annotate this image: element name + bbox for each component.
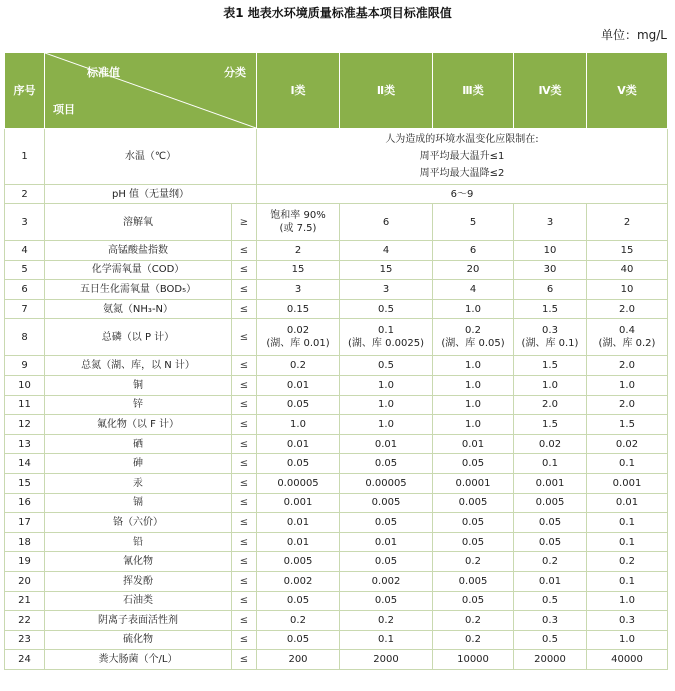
class-3-value: 0.2 xyxy=(433,611,514,631)
class-2-value: 0.01 xyxy=(340,434,433,454)
class-5-value: 1.0 xyxy=(587,630,668,650)
class-2-value: 0.005 xyxy=(340,493,433,513)
row-number: 24 xyxy=(5,650,45,670)
class-2-value: 0.002 xyxy=(340,571,433,591)
table-row xyxy=(5,454,668,474)
class-1-value: 2 xyxy=(257,241,340,261)
row-number: 11 xyxy=(5,395,45,415)
table-row xyxy=(5,375,668,395)
class-5-value: 0.2 xyxy=(587,552,668,572)
class-5-value: 0.1 xyxy=(587,454,668,474)
class-3-value: 1.0 xyxy=(433,299,514,319)
class-4-value: 20000 xyxy=(514,650,587,670)
row-number: 4 xyxy=(5,241,45,261)
class-4-value: 1.5 xyxy=(514,415,587,435)
row-operator: ≤ xyxy=(232,356,257,376)
class-3-value: 0.05 xyxy=(433,532,514,552)
table-row xyxy=(5,473,668,493)
header-class-1: Ⅰ类 xyxy=(257,53,340,129)
class-3-value: 0.05 xyxy=(433,454,514,474)
class-4-value: 0.3 (湖、库 0.1) xyxy=(514,319,587,356)
class-1-value: 0.02 (湖、库 0.01) xyxy=(257,319,340,356)
class-1-value: 0.05 xyxy=(257,395,340,415)
row-number: 16 xyxy=(5,493,45,513)
class-3-value: 0.0001 xyxy=(433,473,514,493)
class-3-value: 1.0 xyxy=(433,395,514,415)
row-number: 12 xyxy=(5,415,45,435)
class-3-value: 0.2 xyxy=(433,552,514,572)
row-item: 总磷（以 P 计） xyxy=(45,319,232,356)
class-3-value: 0.2 xyxy=(433,630,514,650)
class-2-value: 1.0 xyxy=(340,375,433,395)
class-4-value: 0.2 xyxy=(514,552,587,572)
row-span-value: 人为造成的环境水温变化应限制在: 周平均最大温升≤1 周平均最大温降≤2 xyxy=(257,129,668,185)
row-number: 8 xyxy=(5,319,45,356)
row-operator: ≤ xyxy=(232,299,257,319)
row-number: 5 xyxy=(5,260,45,280)
class-2-value: 1.0 xyxy=(340,415,433,435)
class-1-value: 0.00005 xyxy=(257,473,340,493)
row-number: 13 xyxy=(5,434,45,454)
class-2-value: 0.1 xyxy=(340,630,433,650)
table-row xyxy=(5,493,668,513)
class-1-value: 0.05 xyxy=(257,591,340,611)
unit-label: 单位：mg/L xyxy=(600,28,667,42)
header-class-2: Ⅱ类 xyxy=(340,53,433,129)
class-4-value: 0.05 xyxy=(514,532,587,552)
row-item: pH 值（无量纲） xyxy=(45,185,257,204)
row-item: 汞 xyxy=(45,473,232,493)
row-operator: ≤ xyxy=(232,454,257,474)
class-3-value: 10000 xyxy=(433,650,514,670)
class-2-value: 2000 xyxy=(340,650,433,670)
row-number: 9 xyxy=(5,356,45,376)
class-4-value: 0.1 xyxy=(514,454,587,474)
class-1-value: 0.01 xyxy=(257,434,340,454)
class-4-value: 10 xyxy=(514,241,587,261)
table-row xyxy=(5,415,668,435)
table-row xyxy=(5,185,668,204)
table-row xyxy=(5,260,668,280)
row-operator: ≤ xyxy=(232,434,257,454)
class-1-value: 0.01 xyxy=(257,513,340,533)
class-4-value: 0.3 xyxy=(514,611,587,631)
row-item: 氰化物 xyxy=(45,552,232,572)
class-5-value: 15 xyxy=(587,241,668,261)
class-5-value: 0.1 xyxy=(587,513,668,533)
diagonal-line xyxy=(45,53,256,128)
class-5-value: 40000 xyxy=(587,650,668,670)
class-1-value: 0.01 xyxy=(257,375,340,395)
table-row xyxy=(5,630,668,650)
row-operator: ≤ xyxy=(232,415,257,435)
class-3-value: 5 xyxy=(433,204,514,241)
row-operator: ≤ xyxy=(232,611,257,631)
table-row xyxy=(5,204,668,241)
table-row xyxy=(5,650,668,670)
row-item: 阴离子表面活性剂 xyxy=(45,611,232,631)
class-4-value: 1.5 xyxy=(514,356,587,376)
row-item: 粪大肠菌（个/L） xyxy=(45,650,232,670)
class-2-value: 4 xyxy=(340,241,433,261)
row-number: 18 xyxy=(5,532,45,552)
class-4-value: 6 xyxy=(514,280,587,300)
table-row xyxy=(5,611,668,631)
table-row xyxy=(5,356,668,376)
class-3-value: 1.0 xyxy=(433,415,514,435)
class-1-value: 0.01 xyxy=(257,532,340,552)
class-2-value: 6 xyxy=(340,204,433,241)
class-3-value: 0.05 xyxy=(433,513,514,533)
class-5-value: 0.3 xyxy=(587,611,668,631)
row-number: 2 xyxy=(5,185,45,204)
row-operator: ≤ xyxy=(232,532,257,552)
class-5-value: 2 xyxy=(587,204,668,241)
table-row xyxy=(5,434,668,454)
class-4-value: 2.0 xyxy=(514,395,587,415)
header-serial: 序号 xyxy=(5,53,45,129)
row-operator: ≤ xyxy=(232,319,257,356)
row-number: 22 xyxy=(5,611,45,631)
row-item: 硫化物 xyxy=(45,630,232,650)
class-2-value: 0.05 xyxy=(340,552,433,572)
class-4-value: 0.001 xyxy=(514,473,587,493)
class-1-value: 0.001 xyxy=(257,493,340,513)
header-item: 项目 xyxy=(53,103,75,116)
class-5-value: 0.1 xyxy=(587,532,668,552)
table-row xyxy=(5,532,668,552)
row-operator: ≤ xyxy=(232,395,257,415)
class-2-value: 0.1 (湖、库 0.0025) xyxy=(340,319,433,356)
row-number: 1 xyxy=(5,129,45,185)
class-1-value: 200 xyxy=(257,650,340,670)
class-3-value: 0.01 xyxy=(433,434,514,454)
table-row xyxy=(5,319,668,356)
class-4-value: 0.5 xyxy=(514,630,587,650)
row-operator: ≤ xyxy=(232,591,257,611)
class-2-value: 0.00005 xyxy=(340,473,433,493)
class-5-value: 0.02 xyxy=(587,434,668,454)
class-1-value: 0.15 xyxy=(257,299,340,319)
class-5-value: 2.0 xyxy=(587,356,668,376)
class-1-value: 0.005 xyxy=(257,552,340,572)
row-item: 氨氮（NH₃-N） xyxy=(45,299,232,319)
row-item: 砷 xyxy=(45,454,232,474)
row-item: 五日生化需氧量（BOD₅） xyxy=(45,280,232,300)
class-3-value: 4 xyxy=(433,280,514,300)
class-5-value: 0.4 (湖、库 0.2) xyxy=(587,319,668,356)
class-1-value: 饱和率 90% (或 7.5) xyxy=(257,204,340,241)
row-number: 23 xyxy=(5,630,45,650)
row-operator: ≤ xyxy=(232,552,257,572)
class-3-value: 1.0 xyxy=(433,356,514,376)
class-2-value: 0.2 xyxy=(340,611,433,631)
class-1-value: 0.05 xyxy=(257,630,340,650)
class-3-value: 20 xyxy=(433,260,514,280)
row-operator: ≤ xyxy=(232,513,257,533)
row-item: 溶解氧 xyxy=(45,204,232,241)
row-operator: ≤ xyxy=(232,571,257,591)
class-1-value: 0.2 xyxy=(257,356,340,376)
row-item: 挥发酚 xyxy=(45,571,232,591)
class-5-value: 1.0 xyxy=(587,375,668,395)
class-3-value: 6 xyxy=(433,241,514,261)
row-operator: ≥ xyxy=(232,204,257,241)
standards-table xyxy=(4,52,668,670)
row-operator: ≤ xyxy=(232,650,257,670)
class-4-value: 30 xyxy=(514,260,587,280)
table-row xyxy=(5,571,668,591)
row-span-value: 6～9 xyxy=(257,185,668,204)
class-4-value: 0.5 xyxy=(514,591,587,611)
class-5-value: 1.5 xyxy=(587,415,668,435)
row-item: 锌 xyxy=(45,395,232,415)
class-4-value: 0.005 xyxy=(514,493,587,513)
row-number: 17 xyxy=(5,513,45,533)
row-number: 7 xyxy=(5,299,45,319)
header-diagonal-cell xyxy=(45,53,257,129)
row-item: 水温（℃） xyxy=(45,129,257,185)
row-item: 镉 xyxy=(45,493,232,513)
class-2-value: 0.01 xyxy=(340,532,433,552)
class-2-value: 3 xyxy=(340,280,433,300)
row-operator: ≤ xyxy=(232,493,257,513)
class-5-value: 0.01 xyxy=(587,493,668,513)
table-row xyxy=(5,591,668,611)
row-operator: ≤ xyxy=(232,260,257,280)
header-class-5: Ⅴ类 xyxy=(587,53,668,129)
class-2-value: 0.05 xyxy=(340,454,433,474)
row-number: 6 xyxy=(5,280,45,300)
header-standard-value: 标准值 xyxy=(87,66,120,79)
class-1-value: 15 xyxy=(257,260,340,280)
header-class-4: Ⅳ类 xyxy=(514,53,587,129)
class-3-value: 0.005 xyxy=(433,493,514,513)
class-4-value: 0.05 xyxy=(514,513,587,533)
table-row xyxy=(5,552,668,572)
class-5-value: 0.1 xyxy=(587,571,668,591)
row-operator: ≤ xyxy=(232,375,257,395)
row-operator: ≤ xyxy=(232,280,257,300)
class-3-value: 0.05 xyxy=(433,591,514,611)
class-3-value: 1.0 xyxy=(433,375,514,395)
class-3-value: 0.2 (湖、库 0.05) xyxy=(433,319,514,356)
row-item: 铅 xyxy=(45,532,232,552)
class-1-value: 0.05 xyxy=(257,454,340,474)
row-number: 15 xyxy=(5,473,45,493)
class-2-value: 0.05 xyxy=(340,591,433,611)
class-5-value: 1.0 xyxy=(587,591,668,611)
row-item: 铬（六价） xyxy=(45,513,232,533)
class-4-value: 0.01 xyxy=(514,571,587,591)
row-item: 高锰酸盐指数 xyxy=(45,241,232,261)
row-item: 总氮（湖、库，以 N 计） xyxy=(45,356,232,376)
class-5-value: 2.0 xyxy=(587,395,668,415)
class-4-value: 1.5 xyxy=(514,299,587,319)
table-row xyxy=(5,129,668,185)
class-1-value: 0.002 xyxy=(257,571,340,591)
table-row xyxy=(5,299,668,319)
class-1-value: 1.0 xyxy=(257,415,340,435)
row-number: 19 xyxy=(5,552,45,572)
row-number: 20 xyxy=(5,571,45,591)
row-item: 铜 xyxy=(45,375,232,395)
class-1-value: 0.2 xyxy=(257,611,340,631)
table-row xyxy=(5,513,668,533)
header-class-3: Ⅲ类 xyxy=(433,53,514,129)
class-5-value: 0.001 xyxy=(587,473,668,493)
row-number: 10 xyxy=(5,375,45,395)
row-operator: ≤ xyxy=(232,630,257,650)
class-4-value: 3 xyxy=(514,204,587,241)
row-number: 21 xyxy=(5,591,45,611)
table-row xyxy=(5,395,668,415)
class-5-value: 2.0 xyxy=(587,299,668,319)
class-2-value: 0.05 xyxy=(340,513,433,533)
class-1-value: 3 xyxy=(257,280,340,300)
class-4-value: 0.02 xyxy=(514,434,587,454)
row-item: 硒 xyxy=(45,434,232,454)
row-item: 氟化物（以 F 计） xyxy=(45,415,232,435)
row-item: 化学需氧量（COD） xyxy=(45,260,232,280)
class-5-value: 10 xyxy=(587,280,668,300)
class-2-value: 0.5 xyxy=(340,356,433,376)
row-number: 14 xyxy=(5,454,45,474)
table-row xyxy=(5,241,668,261)
row-number: 3 xyxy=(5,204,45,241)
table-body xyxy=(5,129,668,670)
row-operator: ≤ xyxy=(232,473,257,493)
table-row xyxy=(5,280,668,300)
table-title: 表1 地表水环境质量标准基本项目标准限值 xyxy=(223,6,452,20)
header-category: 分类 xyxy=(224,66,246,79)
class-2-value: 0.5 xyxy=(340,299,433,319)
row-item: 石油类 xyxy=(45,591,232,611)
class-2-value: 15 xyxy=(340,260,433,280)
class-5-value: 40 xyxy=(587,260,668,280)
class-4-value: 1.0 xyxy=(514,375,587,395)
row-operator: ≤ xyxy=(232,241,257,261)
class-2-value: 1.0 xyxy=(340,395,433,415)
class-3-value: 0.005 xyxy=(433,571,514,591)
